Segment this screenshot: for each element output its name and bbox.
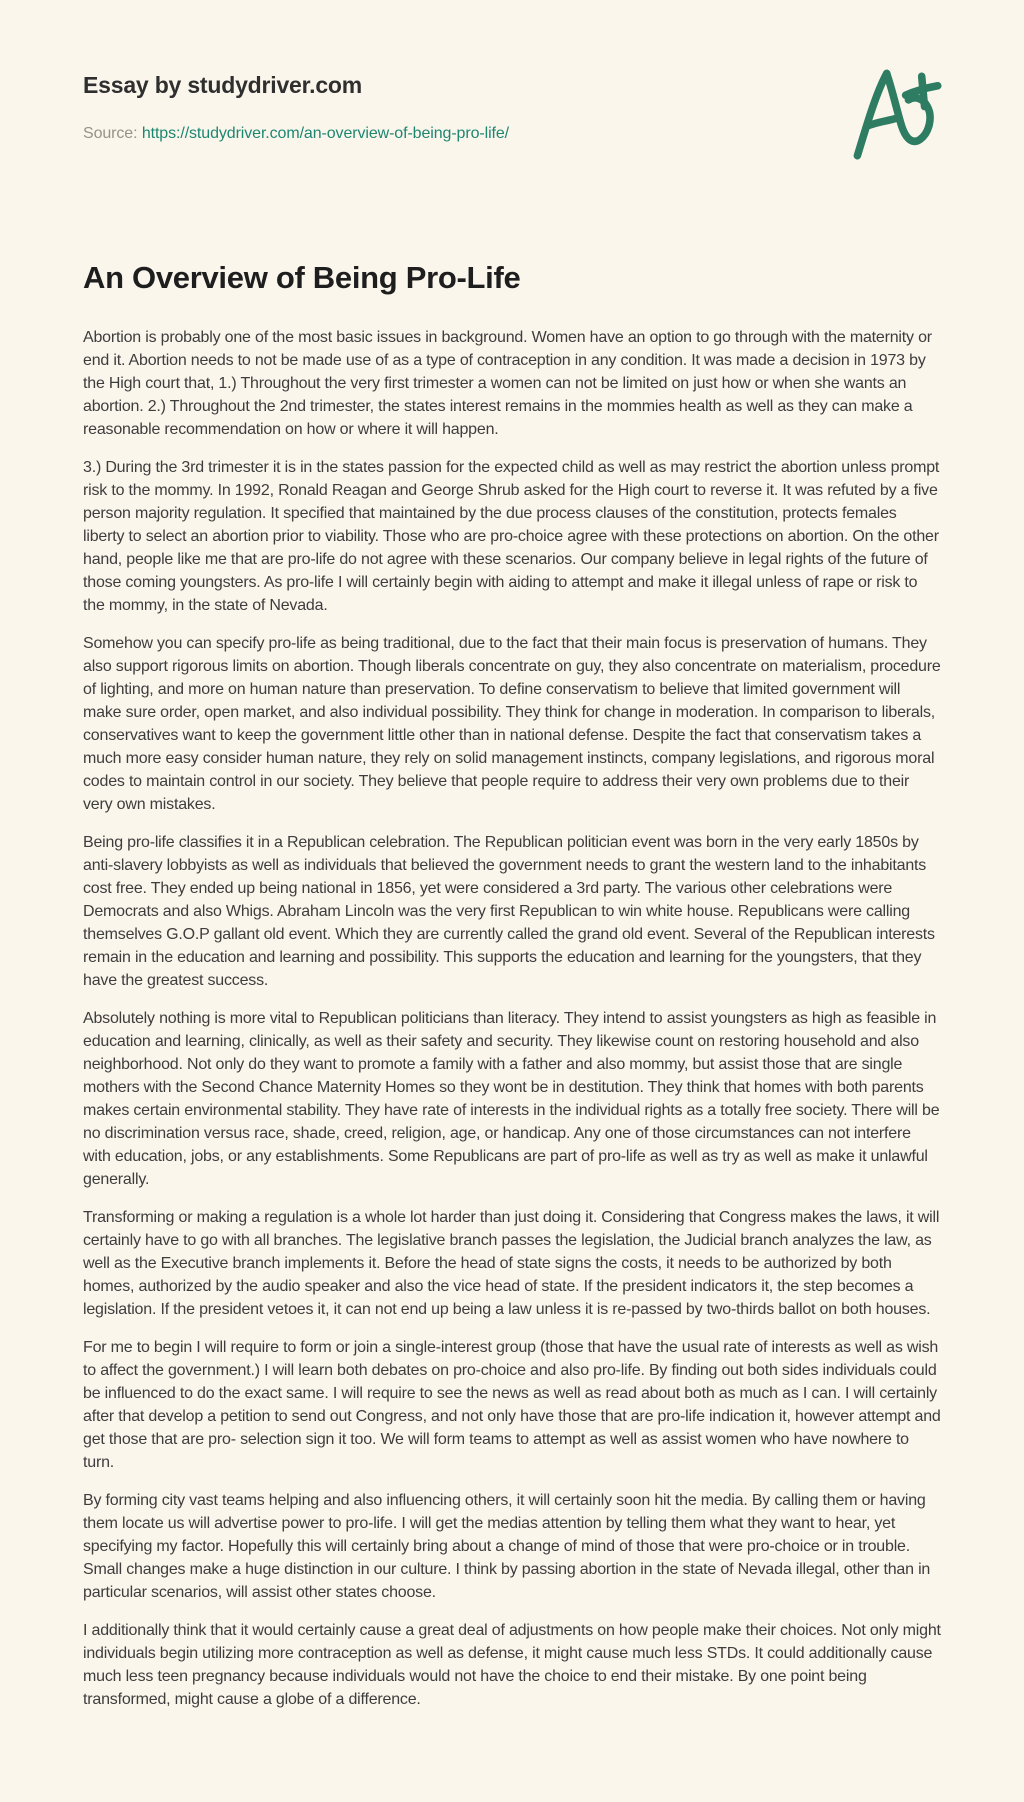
essay-paragraph: I additionally think that it would certainly cause a great deal of adjustments on how people make their choices. Not only might individuals begin utilizing more contraception as well as defense, it might cause much less STDs. It could additionally cause much less teen pregnancy because individuals would not have the choice to end their mistake. By one point being transformed, might cause a globe of a difference. (83, 1622, 941, 1708)
essay-paragraph: Transforming or making a regulation is a whole lot harder than just doing it. Considering that Congress makes the laws, it will certainly have to go with all branches. The legislative branch passes the legislation, the Judicial branch analyzes the law, as well as the Executive branch implements it. Before the head of state signs the costs, it needs to be authorized by both homes, authorized by the audio speaker and also the vice head of state. If the president indicators it, the step becomes a legislation. If the president vetoes it, it can not end up being a law unless it is re-passed by two-thirds ballot on both houses. (83, 1209, 940, 1318)
source-label: Source: (83, 125, 138, 142)
essay-title: An Overview of Being Pro-Life (83, 260, 521, 295)
source-link[interactable]: https://studydriver.com/an-overview-of-being-pro-life/ (141, 125, 510, 142)
essay-paragraph: Absolutely nothing is more vital to Republican politicians than literacy. They intend to assist youngsters as high as feasible in education and learning, clinically, as well as their safety and security. They likewise count on restoring household and also neighborhood. Not only do they want to promote a family with a father and also mommy, but assist those that are single mothers with the Second Chance Maternity Homes so they wont be in destitution. They think that homes with both parents makes certain environmental stability. They have rate of interests in the individual rights as a totally free society. There will be no discrimination versus race, shade, creed, religion, age, or handicap. Any one of those circumstances can not interfere with education, jobs, or any establishments. Some Republicans are part of pro-life as well as try as well as make it unlawful generally. (83, 1010, 940, 1188)
essay-paragraph: For me to begin I will require to form or join a single-interest group (those that have the usual rate of interests as well as wish to affect the government.) I will learn both debates on pro-choice and also pro-life. By finding out both sides individuals could be influenced to do the exact same. I will require to see the news as well as read about both as much as I can. I will certainly after that develop a petition to send out Congress, and not only have those that are pro-life indication it, however attempt and get those that are pro- selection sign it too. We will form teams to attempt as well as assist women who have nowhere to turn. (83, 1339, 941, 1471)
essay-paragraph: By forming city vast teams helping and also influencing others, it will certainly soon hit the media. By calling them or having them locate us will advertise power to pro-life. I will get the medias attention by telling them what they want to hear, yet specifying my factor. Hopefully this will certainly bring about a change of mind of those that were pro-choice or in trouble. Small changes make a huge distinction in our culture. I think by passing abortion in the state of Nevada illegal, other than in particular scenarios, will assist other states choose. (83, 1492, 931, 1601)
essay-paragraphs (83, 326, 941, 1711)
studydriver-a-plus-logo-icon (845, 64, 953, 168)
essay-paragraph: Somehow you can specify pro-life as being traditional, due to the fact that their main focus is preservation of humans. They also support rigorous limits on abortion. Though liberals concentrate on guy, they also concentrate on materialism, procedure of lighting, and more on human nature than preservation. To define conservatism to believe that limited government will make sure order, open market, and also individual possibility. They think for change in moderation. In comparison to liberals, conservatives want to keep the government little other than in national defense. Despite the fact that conservatism takes a much more easy consider human nature, they rely on solid management instincts, company legislations, and rigorous moral codes to maintain control in our society. They believe that people require to address their very own problems due to their very own mistakes. (83, 635, 941, 813)
essay-paragraph: Abortion is probably one of the most basic issues in background. Women have an option to go through with the maternity or end it. Abortion needs to not be made use of as a type of contraception in any condition. It was made a decision in 1973 by the High court that, 1.) Throughout the very first trimester a women can not be limited on just how or when she wants an abortion. 2.) Throughout the 2nd trimester, the states interest remains in the mommies health as well as they can make a reasonable recommendation on how or where it will happen. (83, 329, 932, 438)
essay-paragraph: 3.) During the 3rd trimester it is in the states passion for the expected child as well as may restrict the abortion unless prompt risk to the mommy. In 1992, Ronald Reagan and George Shrub asked for the High court to reverse it. It was refuted by a five person majority regulation. It specified that maintained by the due process clauses of the constitution, protects females liberty to select an abortion prior to viability. Those who are pro-choice agree with these protections on abortion. On the other hand, people like me that are pro-life do not agree with these scenarios. Our company believe in legal rights of the future of those coming youngsters. As pro-life I will certainly begin with aiding to attempt and make it illegal unless of rape or risk to the mommy, in the state of Nevada. (83, 459, 940, 614)
site-title: Essay by studydriver.com (83, 72, 363, 98)
document-header (83, 0, 941, 168)
source-line (83, 125, 509, 143)
essay-paragraph: Being pro-life classifies it in a Republican celebration. The Republican politician event was born in the very early 1850s by anti-slavery lobbyists as well as individuals that believed the government needs to grant the western land to the inhabitants cost free. They ended up being national in 1856, yet were considered a 3rd party. The various other celebrations were Democrats and also Whigs. Abraham Lincoln was the very first Republican to win white house. Republicans were calling themselves G.O.P gallant old event. Which they are currently called the grand old event. Several of the Republican interests remain in the education and learning and possibility. This supports the education and learning for the youngsters, that they have the greatest success. (83, 834, 935, 989)
